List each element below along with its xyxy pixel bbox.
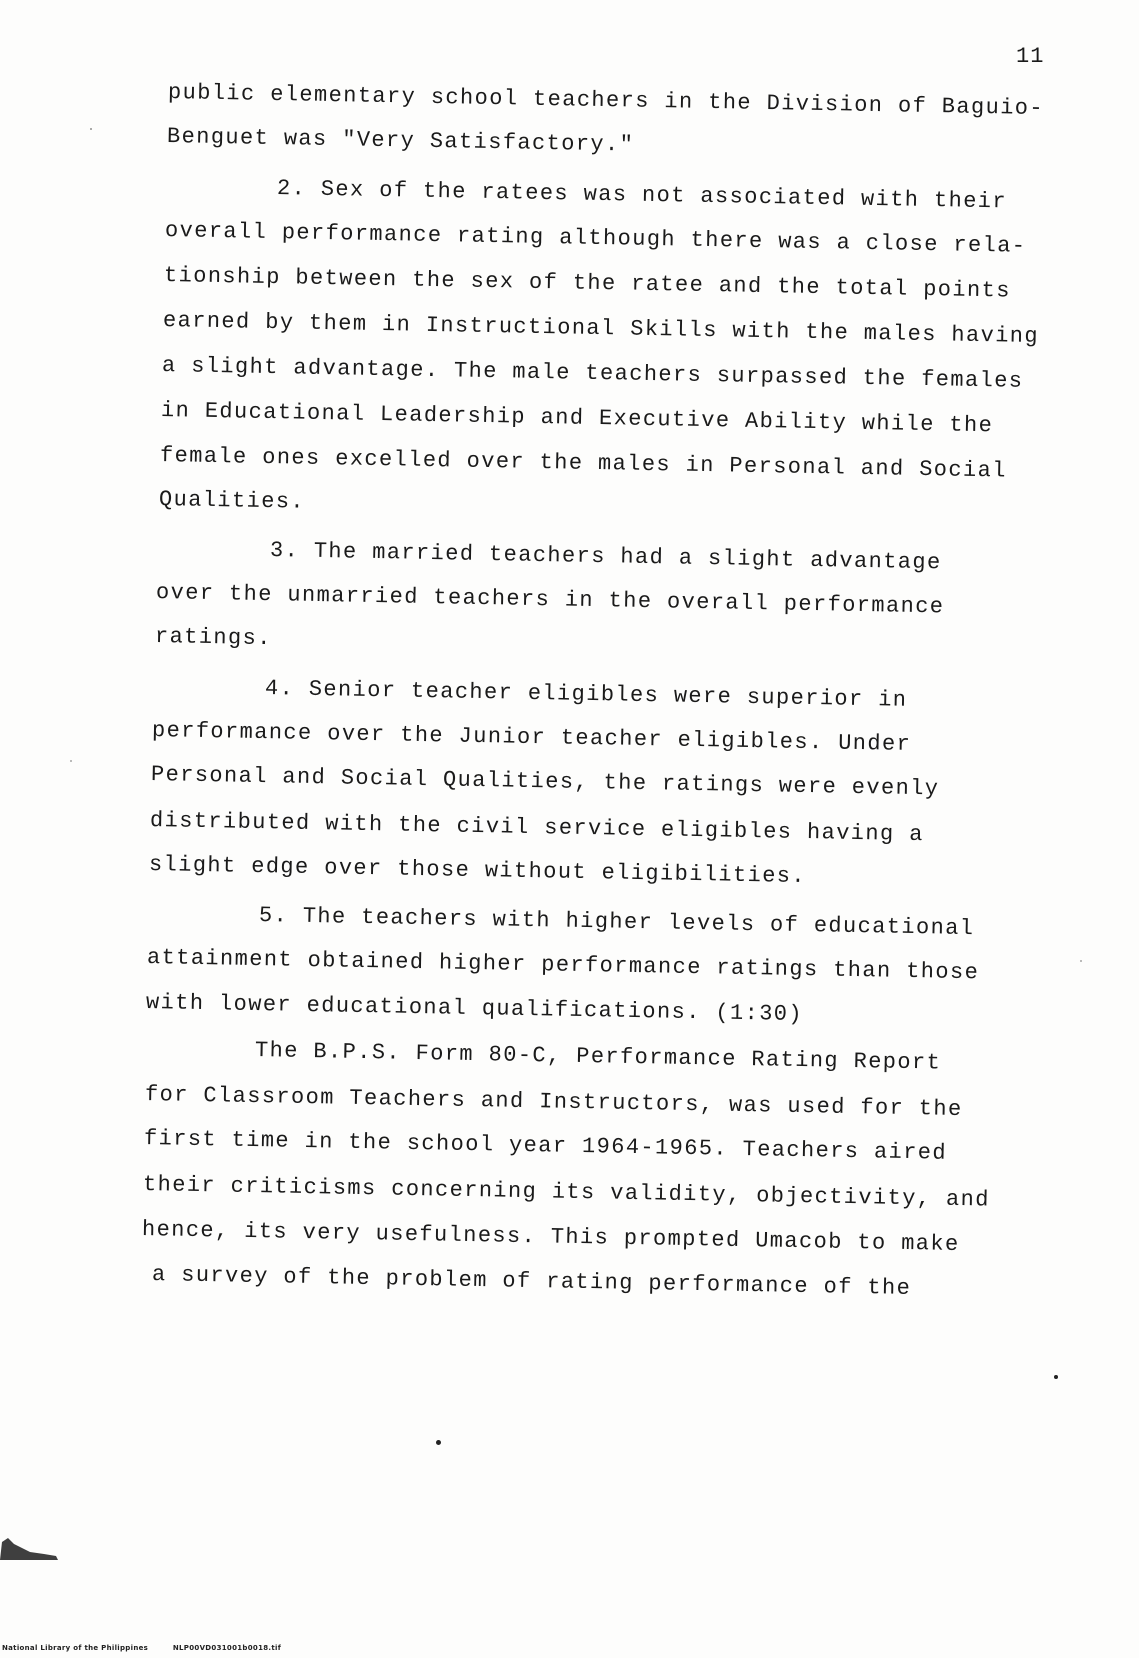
text-line: 4. Senior teacher eligibles were superior in <box>264 676 908 713</box>
text-line: The B.P.S. Form 80-C, Performance Rating Report <box>254 1038 942 1076</box>
scan-speck <box>90 128 92 130</box>
text-line: attainment obtained higher performance ratings than those <box>146 945 980 986</box>
text-line: 2. Sex of the ratees was not associated with their <box>276 176 1008 215</box>
text-line: public elementary school teachers in the Division of Baguio- <box>167 80 1045 122</box>
text-line: ratings. <box>154 624 273 652</box>
text-line: their criticisms concerning its validity, objectivity, and <box>142 1172 991 1213</box>
text-line: a slight advantage. The male teachers surpassed the females <box>161 353 1024 394</box>
text-line: first time in the school year 1964-1965. Teachers aired <box>143 1126 948 1166</box>
text-line: overall performance rating although there was a close rela- <box>164 218 1027 259</box>
text-line: tionship between the sex of the ratee and the total points <box>163 263 1012 304</box>
text-line: 5. The teachers with higher levels of educational <box>258 903 975 942</box>
text-line: 3. The married teachers had a slight advantage <box>269 538 942 576</box>
scan-footer <box>2 1644 281 1652</box>
text-line: distributed with the civil service eligibles having a <box>149 808 925 848</box>
scan-speck <box>1080 960 1082 962</box>
text-line: Qualities. <box>158 487 306 515</box>
scan-speck <box>70 760 72 762</box>
footer-library: National Library of the Philippines <box>2 1644 149 1652</box>
text-line: over the unmarried teachers in the overall performance <box>155 580 945 620</box>
text-line: in Educational Leadership and Executive Ability while the <box>160 398 994 439</box>
text-line: female ones excelled over the males in Personal and Social <box>159 443 1008 484</box>
scan-speck <box>1054 1375 1058 1379</box>
text-line: earned by them in Instructional Skills with the males having <box>162 308 1040 350</box>
text-line: performance over the Junior teacher eligibles. Under <box>151 718 912 757</box>
text-line: hence, its very usefulness. This prompted Umacob to make <box>141 1217 960 1257</box>
text-line: for Classroom Teachers and Instructors, was used for the <box>144 1082 963 1122</box>
text-line: Benguet was "Very Satisfactory." <box>166 124 635 158</box>
footer-file: NLP00VD031001b0018.tif <box>172 1644 282 1652</box>
text-line: Personal and Social Qualities, the ratings were evenly <box>150 762 940 802</box>
scan-speck <box>436 1440 441 1445</box>
text-line: a survey of the problem of rating performance of the <box>151 1262 912 1301</box>
scan-smudge <box>0 1530 60 1560</box>
page-number: 11 <box>1016 44 1045 69</box>
text-line: with lower educational qualifications. (1:30) <box>145 990 804 1028</box>
text-line: slight edge over those without eligibilities. <box>148 852 807 890</box>
